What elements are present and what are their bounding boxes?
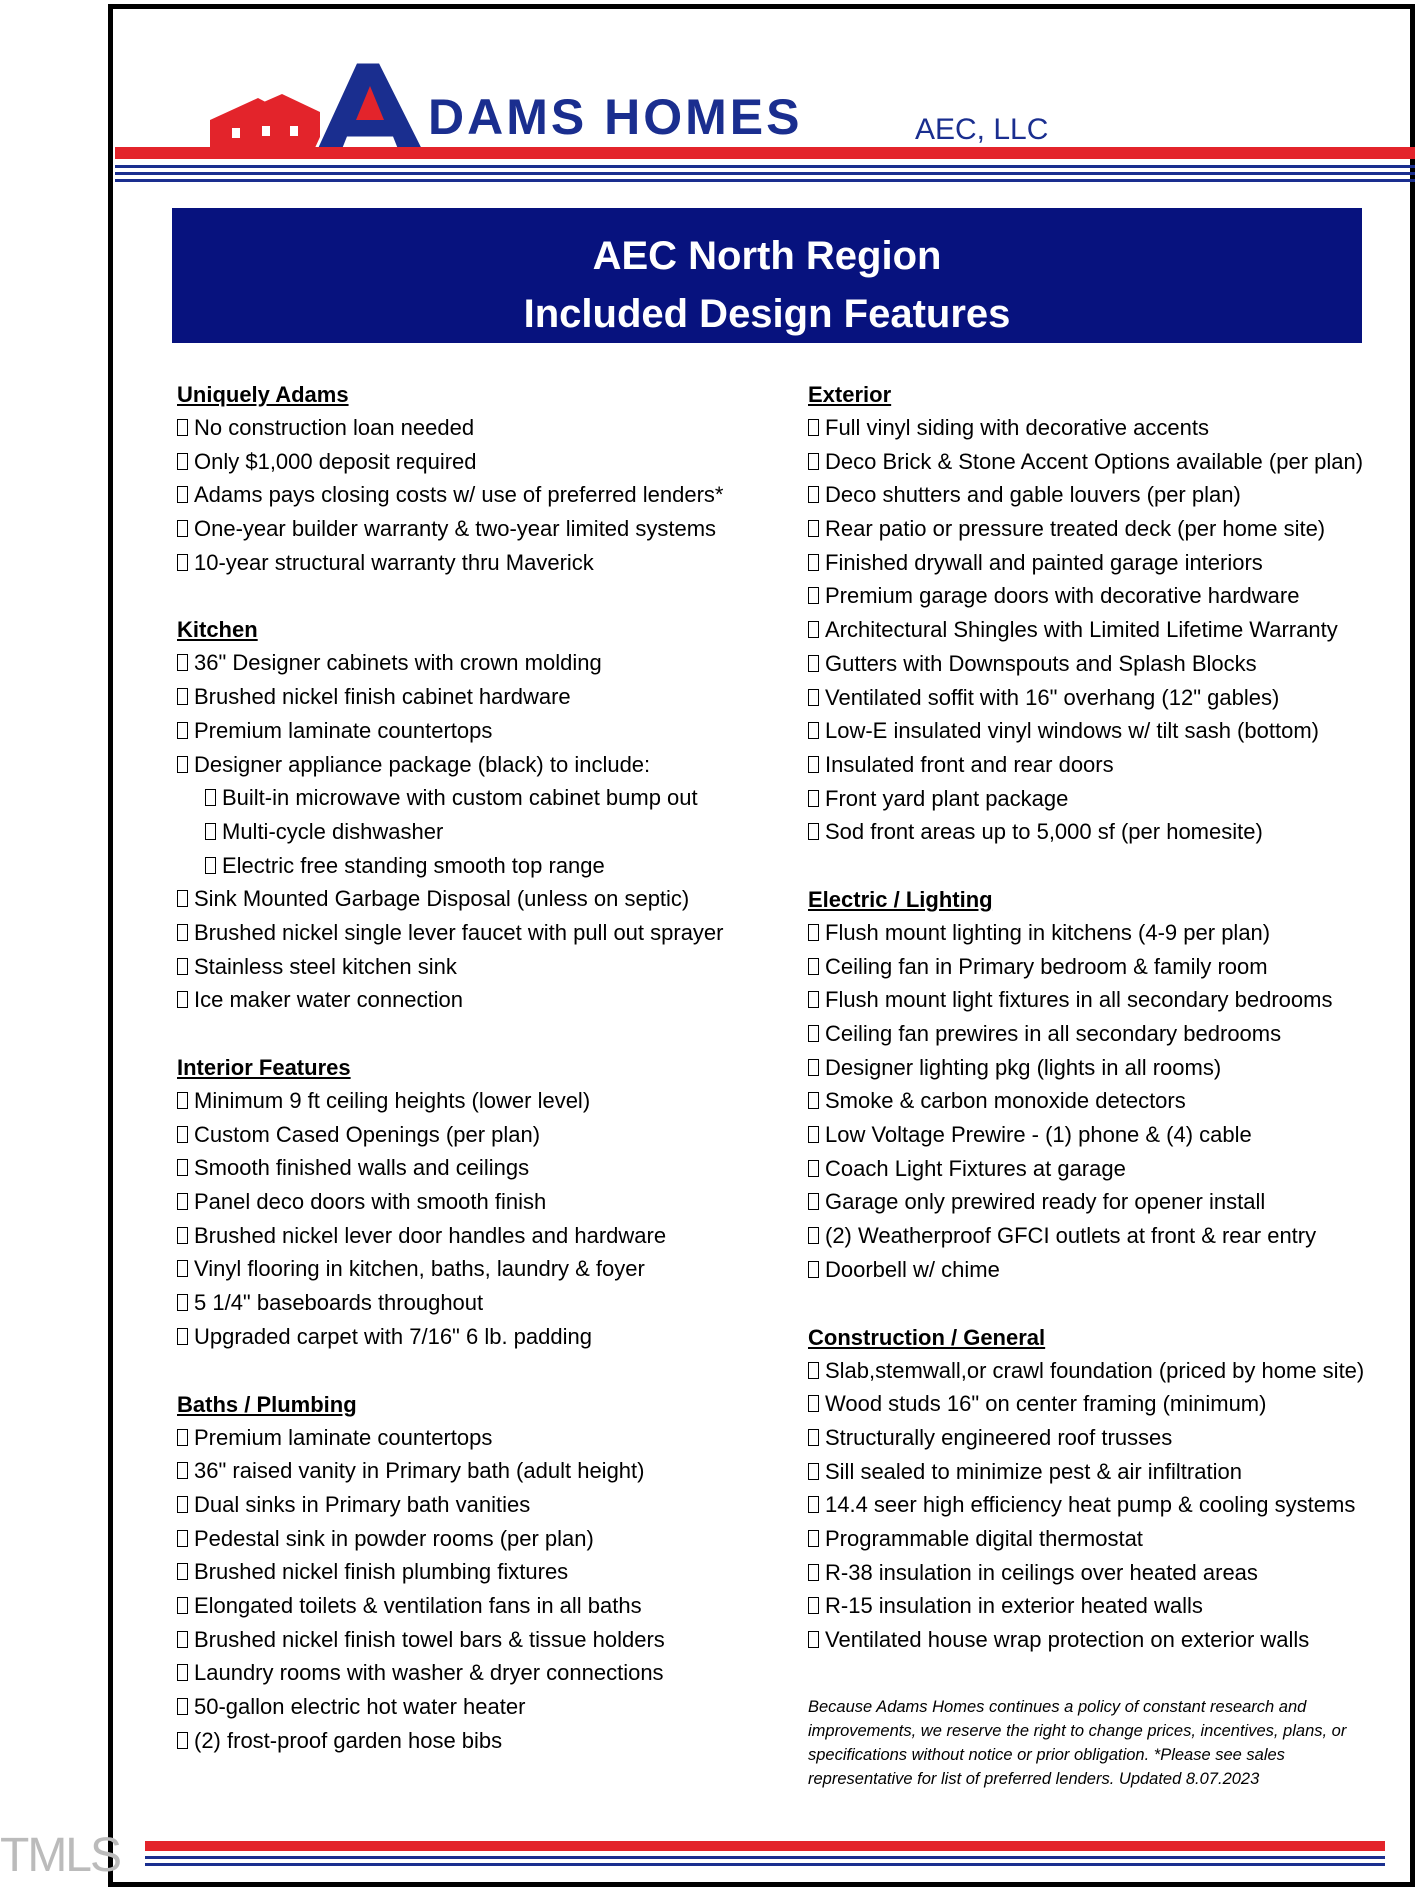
feature-text: Vinyl flooring in kitchen, baths, laundry & foyer bbox=[194, 1256, 645, 1282]
feature-text: Garage only prewired ready for opener install bbox=[825, 1189, 1266, 1215]
checkbox-icon bbox=[808, 1059, 819, 1076]
checkbox-icon bbox=[808, 823, 819, 840]
brand-name: DAMS HOMES bbox=[428, 89, 803, 145]
feature-text: (2) frost-proof garden hose bibs bbox=[194, 1727, 503, 1753]
feature-text: Slab,stemwall,or crawl foundation (priced by home site) bbox=[825, 1357, 1365, 1383]
feature-item bbox=[177, 1656, 777, 1690]
feature-text: Sod front areas up to 5,000 sf (per homesite) bbox=[825, 819, 1263, 845]
feature-item bbox=[808, 1421, 1418, 1455]
feature-item bbox=[177, 1690, 777, 1724]
feature-text: Minimum 9 ft ceiling heights (lower level) bbox=[194, 1088, 591, 1113]
feature-section bbox=[808, 378, 1418, 849]
feature-item bbox=[177, 882, 777, 916]
feature-item bbox=[808, 1253, 1418, 1287]
checkbox-icon bbox=[177, 419, 188, 436]
checkbox-icon bbox=[205, 857, 216, 874]
feature-text: Brushed nickel finish plumbing fixtures bbox=[194, 1559, 569, 1585]
checkbox-icon bbox=[808, 1126, 819, 1143]
feature-text: Sill sealed to minimize pest & air infiltration bbox=[825, 1458, 1242, 1484]
feature-text: Custom Cased Openings (per plan) bbox=[194, 1121, 541, 1147]
checkbox-icon bbox=[177, 1260, 188, 1277]
checkbox-icon bbox=[808, 1463, 819, 1480]
footer-stripe-blue-2 bbox=[145, 1863, 1385, 1866]
feature-item bbox=[808, 1589, 1418, 1623]
feature-item bbox=[808, 1488, 1418, 1522]
checkbox-icon bbox=[808, 1530, 819, 1547]
feature-item bbox=[808, 1219, 1418, 1253]
checkbox-icon bbox=[177, 1563, 188, 1580]
feature-text: Built-in microwave with custom cabinet bump out bbox=[222, 785, 698, 811]
feature-section bbox=[177, 1051, 777, 1354]
header-stripe-blue-2 bbox=[115, 172, 1415, 175]
feature-item bbox=[808, 950, 1418, 984]
feature-item bbox=[808, 445, 1418, 479]
feature-text: Coach Light Fixtures at garage bbox=[825, 1155, 1126, 1181]
section-title: Construction / General bbox=[808, 1324, 1046, 1350]
checkbox-icon bbox=[808, 991, 819, 1008]
feature-section bbox=[808, 883, 1418, 1287]
header-stripe-red bbox=[115, 147, 1415, 159]
feature-item bbox=[177, 478, 777, 512]
feature-item bbox=[177, 815, 777, 849]
checkbox-icon bbox=[205, 823, 216, 840]
section-title: Interior Features bbox=[177, 1055, 351, 1080]
checkbox-icon bbox=[808, 1429, 819, 1446]
checkbox-icon bbox=[808, 554, 819, 571]
feature-section bbox=[177, 378, 777, 579]
feature-item bbox=[177, 1589, 777, 1623]
feature-text: Ventilated house wrap protection on exterior walls bbox=[825, 1627, 1310, 1652]
checkbox-icon bbox=[177, 1193, 188, 1210]
feature-text: Smooth finished walls and ceilings bbox=[194, 1155, 530, 1181]
checkbox-icon bbox=[808, 756, 819, 773]
feature-item bbox=[808, 916, 1418, 950]
brand-suffix: AEC, LLC bbox=[915, 113, 1049, 146]
section-title: Kitchen bbox=[177, 617, 258, 643]
feature-text: Brushed nickel single lever faucet with pull out sprayer bbox=[194, 919, 724, 945]
feature-text: Laundry rooms with washer & dryer connections bbox=[194, 1660, 664, 1686]
banner-title-line2: Included Design Features bbox=[523, 292, 1011, 336]
feature-item bbox=[177, 1151, 777, 1185]
feature-text: Ice maker water connection bbox=[194, 987, 464, 1013]
checkbox-icon bbox=[177, 756, 188, 773]
feature-text: 5 1/4" baseboards throughout bbox=[194, 1290, 484, 1316]
feature-text: Flush mount lighting in kitchens (4-9 per plan) bbox=[825, 919, 1271, 945]
checkbox-icon bbox=[808, 419, 819, 436]
feature-text: Flush mount light fixtures in all secondary bedrooms bbox=[825, 987, 1333, 1013]
checkbox-icon bbox=[177, 1496, 188, 1513]
feature-text: Doorbell w/ chime bbox=[825, 1256, 1000, 1282]
header-stripe-blue-3 bbox=[115, 179, 1415, 182]
feature-text: Electric free standing smooth top range bbox=[222, 852, 605, 878]
checkbox-icon bbox=[177, 453, 188, 470]
feature-item bbox=[808, 1623, 1418, 1657]
left-column bbox=[177, 378, 777, 1791]
feature-text: R-38 insulation in ceilings over heated areas bbox=[825, 1559, 1258, 1585]
feature-item bbox=[808, 647, 1418, 681]
disclaimer: Because Adams Homes continues a policy of constant research and improvements, we reserve the right to change prices, incentives, plans, or specifications without notice or prior obligation. *Please see sales representative for list of preferred lenders. Updated 8.07.2023 bbox=[808, 1698, 1347, 1788]
checkbox-icon bbox=[808, 1092, 819, 1109]
feature-text: Designer lighting pkg (lights in all rooms) bbox=[825, 1054, 1222, 1080]
feature-text: Rear patio or pressure treated deck (per home site) bbox=[825, 516, 1326, 542]
feature-item bbox=[177, 445, 777, 479]
checkbox-icon bbox=[808, 655, 819, 672]
checkbox-icon bbox=[177, 554, 188, 571]
feature-text: Brushed nickel finish cabinet hardware bbox=[194, 684, 571, 710]
section-title: Electric / Lighting bbox=[808, 886, 993, 912]
feature-item bbox=[808, 714, 1418, 748]
feature-item bbox=[808, 983, 1418, 1017]
feature-text: R-15 insulation in exterior heated walls bbox=[825, 1593, 1203, 1619]
feature-text: Multi-cycle dishwasher bbox=[222, 818, 444, 844]
checkbox-icon bbox=[177, 486, 188, 503]
feature-item bbox=[808, 1118, 1418, 1152]
checkbox-icon bbox=[808, 486, 819, 503]
checkbox-icon bbox=[808, 587, 819, 604]
checkbox-icon bbox=[808, 1631, 819, 1648]
checkbox-icon bbox=[808, 1025, 819, 1042]
checkbox-icon bbox=[808, 722, 819, 739]
checkbox-icon bbox=[177, 958, 188, 975]
feature-item bbox=[177, 646, 777, 680]
feature-item bbox=[808, 681, 1418, 715]
feature-item bbox=[177, 1185, 777, 1219]
feature-item bbox=[177, 1252, 777, 1286]
feature-item bbox=[177, 950, 777, 984]
feature-item bbox=[177, 916, 777, 950]
feature-text: Brushed nickel finish towel bars & tissue holders bbox=[194, 1626, 665, 1652]
feature-text: Deco shutters and gable louvers (per plan) bbox=[825, 482, 1241, 508]
checkbox-icon bbox=[808, 1564, 819, 1581]
feature-item bbox=[808, 1051, 1418, 1085]
feature-text: 36" raised vanity in Primary bath (adult height) bbox=[194, 1458, 645, 1484]
section-title: Baths / Plumbing bbox=[177, 1391, 357, 1417]
checkbox-icon bbox=[177, 1328, 188, 1345]
section-title: Uniquely Adams bbox=[177, 382, 349, 407]
feature-text: Ceiling fan prewires in all secondary bedrooms bbox=[825, 1021, 1282, 1046]
feature-item bbox=[177, 546, 777, 580]
feature-item bbox=[808, 748, 1418, 782]
feature-text: Only $1,000 deposit required bbox=[194, 448, 477, 474]
footer-stripe-blue-1 bbox=[145, 1856, 1385, 1859]
checkbox-icon bbox=[808, 790, 819, 807]
feature-text: Elongated toilets & ventilation fans in all baths bbox=[194, 1592, 642, 1618]
feature-item bbox=[808, 512, 1418, 546]
checkbox-icon bbox=[205, 789, 216, 806]
feature-item bbox=[808, 579, 1418, 613]
feature-text: Stainless steel kitchen sink bbox=[194, 953, 457, 979]
feature-section bbox=[808, 1321, 1418, 1657]
feature-text: Architectural Shingles with Limited Lifetime Warranty bbox=[825, 617, 1338, 643]
header-stripe-blue-1 bbox=[115, 165, 1415, 168]
feature-item bbox=[808, 1152, 1418, 1186]
banner-title-line1: AEC North Region bbox=[592, 234, 942, 278]
right-column bbox=[808, 378, 1418, 1691]
checkbox-icon bbox=[177, 1597, 188, 1614]
checkbox-icon bbox=[177, 520, 188, 537]
feature-item bbox=[808, 815, 1418, 849]
checkbox-icon bbox=[808, 689, 819, 706]
feature-item bbox=[177, 1555, 777, 1589]
checkbox-icon bbox=[177, 1698, 188, 1715]
feature-item bbox=[177, 1084, 777, 1118]
feature-item bbox=[808, 1084, 1418, 1118]
feature-text: One-year builder warranty & two-year limited systems bbox=[194, 516, 717, 542]
feature-section bbox=[177, 613, 777, 1017]
feature-item bbox=[808, 1455, 1418, 1489]
checkbox-icon bbox=[177, 1429, 188, 1446]
feature-item bbox=[177, 411, 777, 445]
checkbox-icon bbox=[177, 1294, 188, 1311]
feature-text: Premium laminate countertops bbox=[194, 1424, 493, 1450]
feature-item bbox=[177, 849, 777, 883]
checkbox-icon bbox=[177, 1664, 188, 1681]
checkbox-icon bbox=[177, 688, 188, 705]
checkbox-icon bbox=[808, 621, 819, 638]
feature-item bbox=[808, 478, 1418, 512]
feature-text: (2) Weatherproof GFCI outlets at front & rear entry bbox=[825, 1223, 1317, 1249]
feature-text: Pedestal sink in powder rooms (per plan) bbox=[194, 1525, 594, 1551]
feature-text: Programmable digital thermostat bbox=[825, 1525, 1143, 1551]
feature-item bbox=[808, 1556, 1418, 1590]
feature-text: Front yard plant package bbox=[825, 785, 1069, 811]
feature-text: Adams pays closing costs w/ use of preferred lenders* bbox=[194, 482, 724, 508]
feature-item bbox=[808, 1522, 1418, 1556]
feature-text: 50-gallon electric hot water heater bbox=[194, 1694, 526, 1719]
feature-text: Wood studs 16" on center framing (minimum) bbox=[825, 1391, 1267, 1417]
footer-stripe-red bbox=[145, 1841, 1385, 1851]
feature-item bbox=[177, 1320, 777, 1354]
checkbox-icon bbox=[177, 1530, 188, 1547]
checkbox-icon bbox=[808, 1496, 819, 1513]
feature-item bbox=[177, 1421, 777, 1455]
feature-text: Upgraded carpet with 7/16" 6 lb. padding bbox=[194, 1323, 592, 1349]
feature-item bbox=[808, 1017, 1418, 1051]
feature-item bbox=[177, 680, 777, 714]
checkbox-icon bbox=[808, 1160, 819, 1177]
checkbox-icon bbox=[808, 1227, 819, 1244]
watermark: TMLS bbox=[0, 1829, 121, 1882]
checkbox-icon bbox=[177, 722, 188, 739]
feature-item bbox=[808, 546, 1418, 580]
feature-text: 14.4 seer high efficiency heat pump & cooling systems bbox=[825, 1492, 1356, 1518]
feature-text: 36" Designer cabinets with crown molding bbox=[194, 650, 602, 676]
feature-text: Sink Mounted Garbage Disposal (unless on septic) bbox=[194, 886, 690, 912]
feature-text: Ventilated soffit with 16" overhang (12" gables) bbox=[825, 684, 1280, 710]
feature-item bbox=[808, 782, 1418, 816]
feature-item bbox=[177, 714, 777, 748]
checkbox-icon bbox=[808, 1597, 819, 1614]
feature-text: Deco Brick & Stone Accent Options available (per plan) bbox=[825, 448, 1364, 474]
feature-item bbox=[177, 1219, 777, 1253]
checkbox-icon bbox=[177, 1227, 188, 1244]
feature-text: Premium garage doors with decorative hardware bbox=[825, 583, 1300, 609]
feature-item bbox=[177, 1454, 777, 1488]
feature-item bbox=[177, 1724, 777, 1758]
checkbox-icon bbox=[808, 453, 819, 470]
checkbox-icon bbox=[177, 890, 188, 907]
checkbox-icon bbox=[808, 520, 819, 537]
feature-text: Gutters with Downspouts and Splash Blocks bbox=[825, 650, 1257, 676]
feature-text: Structurally engineered roof trusses bbox=[825, 1424, 1173, 1450]
feature-text: Designer appliance package (black) to include: bbox=[194, 751, 651, 777]
checkbox-icon bbox=[808, 1362, 819, 1379]
feature-item bbox=[177, 1488, 777, 1522]
feature-text: 10-year structural warranty thru Maverick bbox=[194, 549, 594, 575]
checkbox-icon bbox=[177, 1159, 188, 1176]
feature-text: Finished drywall and painted garage interiors bbox=[825, 549, 1263, 575]
feature-item bbox=[177, 1522, 777, 1556]
feature-item bbox=[808, 1387, 1418, 1421]
feature-item bbox=[177, 748, 777, 782]
feature-text: Ceiling fan in Primary bedroom & family room bbox=[825, 953, 1268, 979]
checkbox-icon bbox=[177, 654, 188, 671]
feature-text: Brushed nickel lever door handles and hardware bbox=[194, 1222, 667, 1248]
feature-item bbox=[177, 1286, 777, 1320]
checkbox-icon bbox=[808, 1193, 819, 1210]
feature-item bbox=[808, 1354, 1418, 1388]
feature-item bbox=[808, 1185, 1418, 1219]
feature-item bbox=[808, 411, 1418, 445]
checkbox-icon bbox=[177, 924, 188, 941]
checkbox-icon bbox=[177, 1126, 188, 1143]
feature-text: Premium laminate countertops bbox=[194, 717, 493, 743]
checkbox-icon bbox=[808, 958, 819, 975]
checkbox-icon bbox=[177, 1462, 188, 1479]
feature-text: Dual sinks in Primary bath vanities bbox=[194, 1491, 531, 1517]
feature-item bbox=[177, 1118, 777, 1152]
checkbox-icon bbox=[177, 1732, 188, 1749]
checkbox-icon bbox=[177, 1631, 188, 1648]
feature-text: Insulated front and rear doors bbox=[825, 751, 1114, 777]
section-title: Exterior bbox=[808, 382, 892, 407]
feature-item bbox=[177, 983, 777, 1017]
feature-item bbox=[808, 613, 1418, 647]
checkbox-icon bbox=[808, 1395, 819, 1412]
title-banner bbox=[172, 208, 1362, 343]
checkbox-icon bbox=[177, 1092, 188, 1109]
checkbox-icon bbox=[177, 991, 188, 1008]
feature-text: Low Voltage Prewire - (1) phone & (4) cable bbox=[825, 1122, 1252, 1148]
feature-item bbox=[177, 512, 777, 546]
feature-text: Smoke & carbon monoxide detectors bbox=[825, 1088, 1186, 1114]
checkbox-icon bbox=[808, 1261, 819, 1278]
feature-item bbox=[177, 781, 777, 815]
feature-text: Full vinyl siding with decorative accents bbox=[825, 415, 1209, 440]
feature-section bbox=[177, 1388, 777, 1758]
feature-text: Panel deco doors with smooth finish bbox=[194, 1189, 547, 1215]
feature-text: Low-E insulated vinyl windows w/ tilt sash (bottom) bbox=[825, 718, 1319, 744]
checkbox-icon bbox=[808, 924, 819, 941]
feature-item bbox=[177, 1623, 777, 1657]
feature-text: No construction loan needed bbox=[194, 415, 475, 440]
